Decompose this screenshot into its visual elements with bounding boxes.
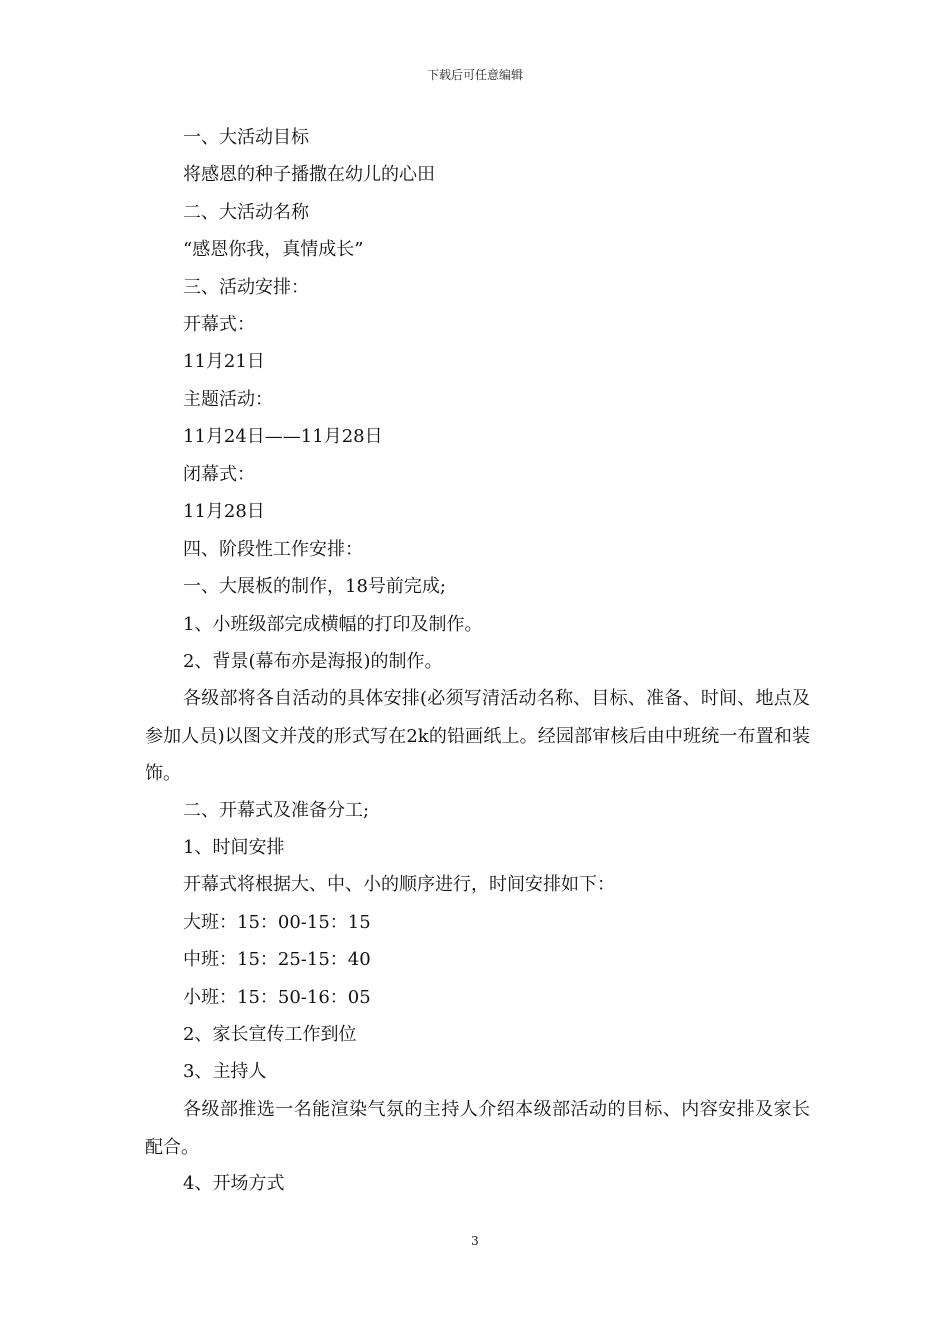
body-line: 闭幕式： — [183, 464, 255, 485]
section-heading-goal: 一、大活动目标 — [183, 127, 309, 148]
body-line: 2、背景(幕布亦是海报)的制作。 — [183, 651, 443, 672]
body-line: 中班：15：25-15：40 — [183, 949, 371, 970]
page-number: 3 — [471, 1234, 479, 1248]
body-line: 1、时间安排 — [183, 837, 285, 858]
body-line: 小班：15：50-16：05 — [183, 987, 371, 1008]
body-line: 二、开幕式及准备分工; — [183, 800, 370, 821]
body-line: “感恩你我，真情成长” — [183, 239, 364, 260]
body-line: 11月24日——11月28日 — [183, 426, 383, 447]
body-line: 3、主持人 — [183, 1061, 267, 1082]
body-line: 4、开场方式 — [183, 1173, 285, 1194]
body-line: 2、家长宣传工作到位 — [183, 1024, 357, 1045]
body-paragraph: 各级部将各自活动的具体安排(必须写清活动名称、目标、准备、时间、地点及参加人员)以图文并茂的形式写在2k的铅画纸上。经园部审核后由中班统一布置和装饰。 — [145, 688, 810, 784]
body-line: 主题活动： — [183, 389, 273, 410]
body-line: 1、小班级部完成横幅的打印及制作。 — [183, 614, 483, 635]
body-paragraph: 各级部推选一名能渲染气氛的主持人介绍本级部活动的目标、内容安排及家长配合。 — [145, 1099, 810, 1158]
section-heading-work: 四、阶段性工作安排： — [183, 539, 363, 560]
body-line: 11月21日 — [183, 351, 265, 372]
body-line: 大班：15：00-15：15 — [183, 912, 371, 933]
body-line: 开幕式： — [183, 314, 255, 335]
body-line: 开幕式将根据大、中、小的顺序进行，时间安排如下： — [183, 874, 615, 895]
body-line: 将感恩的种子播撒在幼儿的心田 — [183, 164, 435, 185]
page-header: 下载后可任意编辑 — [426, 68, 523, 82]
section-heading-name: 二、大活动名称 — [183, 202, 309, 223]
body-line: 11月28日 — [183, 501, 265, 522]
body-line: 一、大展板的制作，18号前完成; — [183, 576, 446, 597]
section-heading-schedule: 三、活动安排： — [183, 277, 309, 298]
